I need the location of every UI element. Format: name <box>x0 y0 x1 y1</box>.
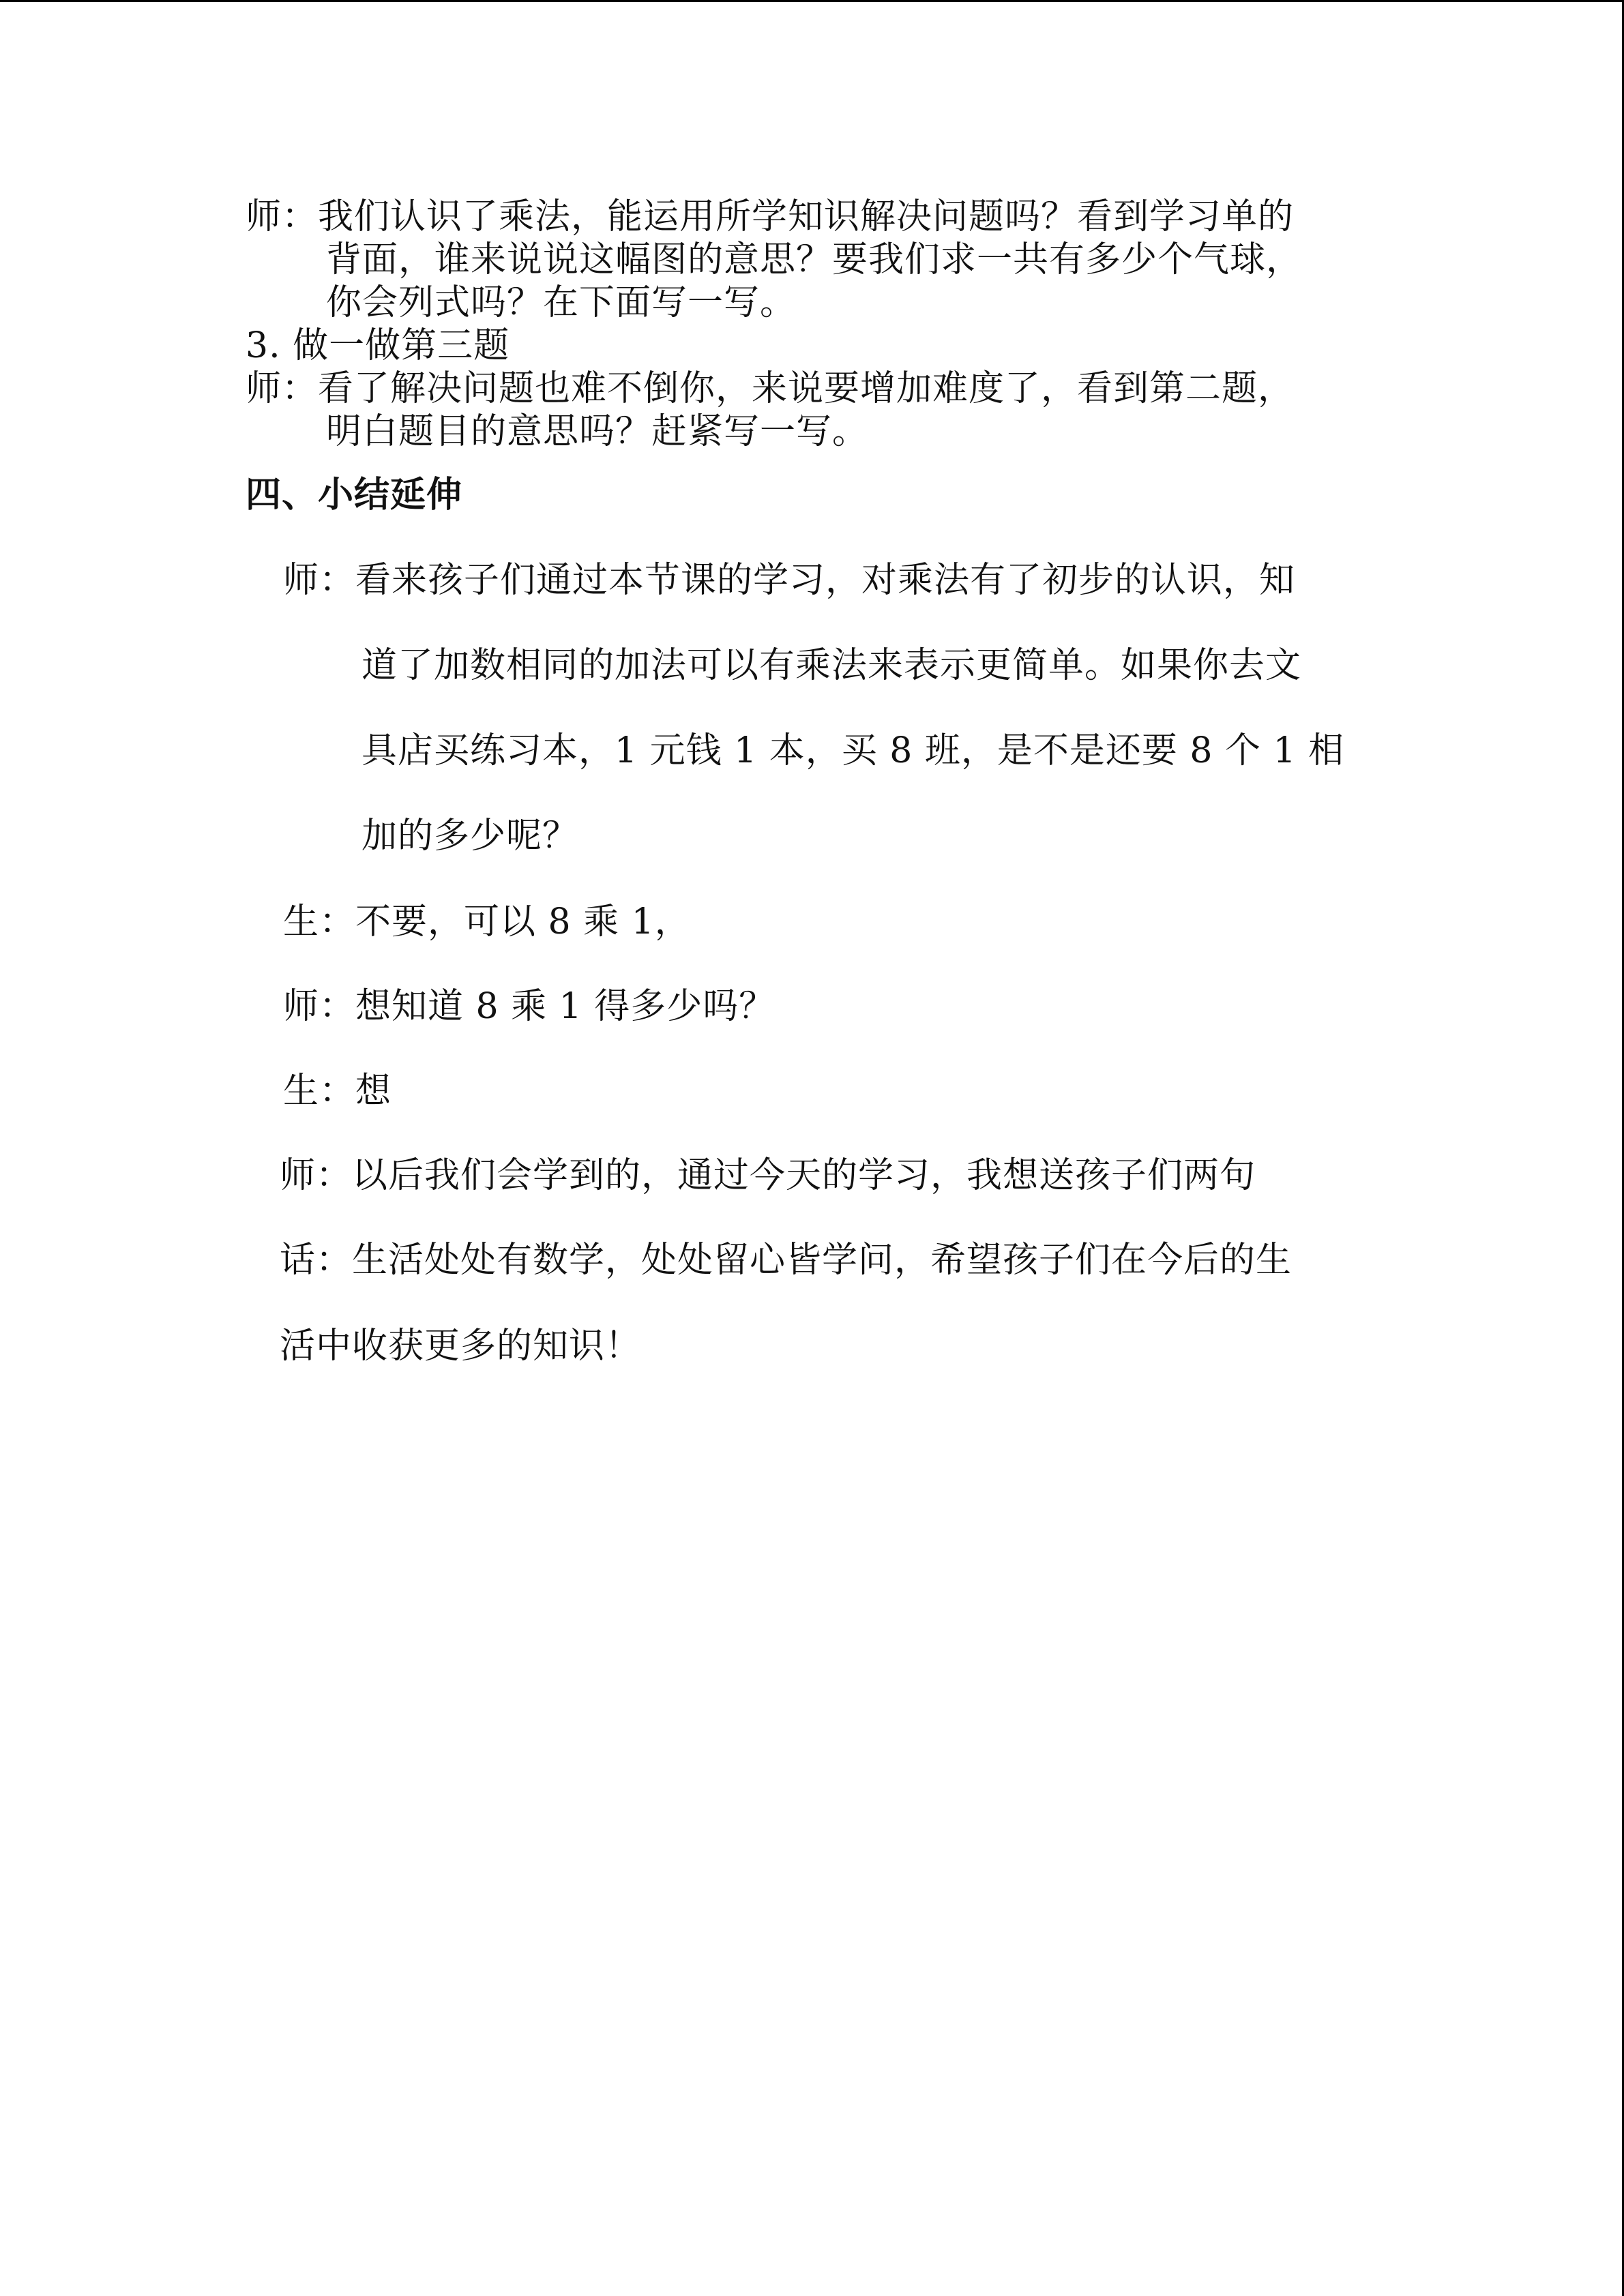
paragraph-teacher-2-line-1: 师：看了解决问题也难不倒你，来说要增加难度了，看到第二题， <box>246 368 1295 409</box>
paragraph-teacher-2-line-2: 明白题目的意思吗？赶紧写一写。 <box>326 411 869 452</box>
paragraph-teacher-1-line-3: 你会列式吗？在下面写一写。 <box>326 282 797 323</box>
paragraph-teacher-1-line-2: 背面，谁来说说这幅图的意思？要我们求一共有多少个气球， <box>326 239 1303 280</box>
teacher-question-2: 师：想知道 8 乘 1 得多少吗？ <box>283 986 776 1027</box>
paragraph-teacher-3-line-1: 师：看来孩子们通过本节课的学习，对乘法有了初步的认识，知 <box>283 560 1296 601</box>
student-reply-2: 生：想 <box>283 1071 392 1112</box>
section-4-heading: 四、小结延伸 <box>246 475 463 516</box>
paragraph-teacher-3-line-2: 道了加数相同的加法可以有乘法来表示更简单。如果你去文 <box>361 645 1302 686</box>
paragraph-teacher-4-line-3: 活中收获更多的知识！ <box>280 1326 642 1367</box>
paragraph-teacher-3-line-4: 加的多少呢？ <box>361 816 579 856</box>
item-3-heading: 3. 做一做第三题 <box>246 325 510 366</box>
student-reply-1: 生：不要，可以 8 乘 1， <box>283 901 691 942</box>
paragraph-teacher-1-line-1: 师：我们认识了乘法，能运用所学知识解决问题吗？看到学习单的 <box>246 196 1295 237</box>
page-top-border <box>0 0 1624 2</box>
paragraph-teacher-3-line-3: 具店买练习本，1 元钱 1 本，买 8 班，是不是还要 8 个 1 相 <box>361 730 1345 771</box>
paragraph-teacher-4-line-1: 师：以后我们会学到的，通过今天的学习，我想送孩子们两句 <box>280 1155 1256 1196</box>
paragraph-teacher-4-line-2: 话：生活处处有数学，处处留心皆学问，希望孩子们在今后的生 <box>280 1240 1293 1281</box>
